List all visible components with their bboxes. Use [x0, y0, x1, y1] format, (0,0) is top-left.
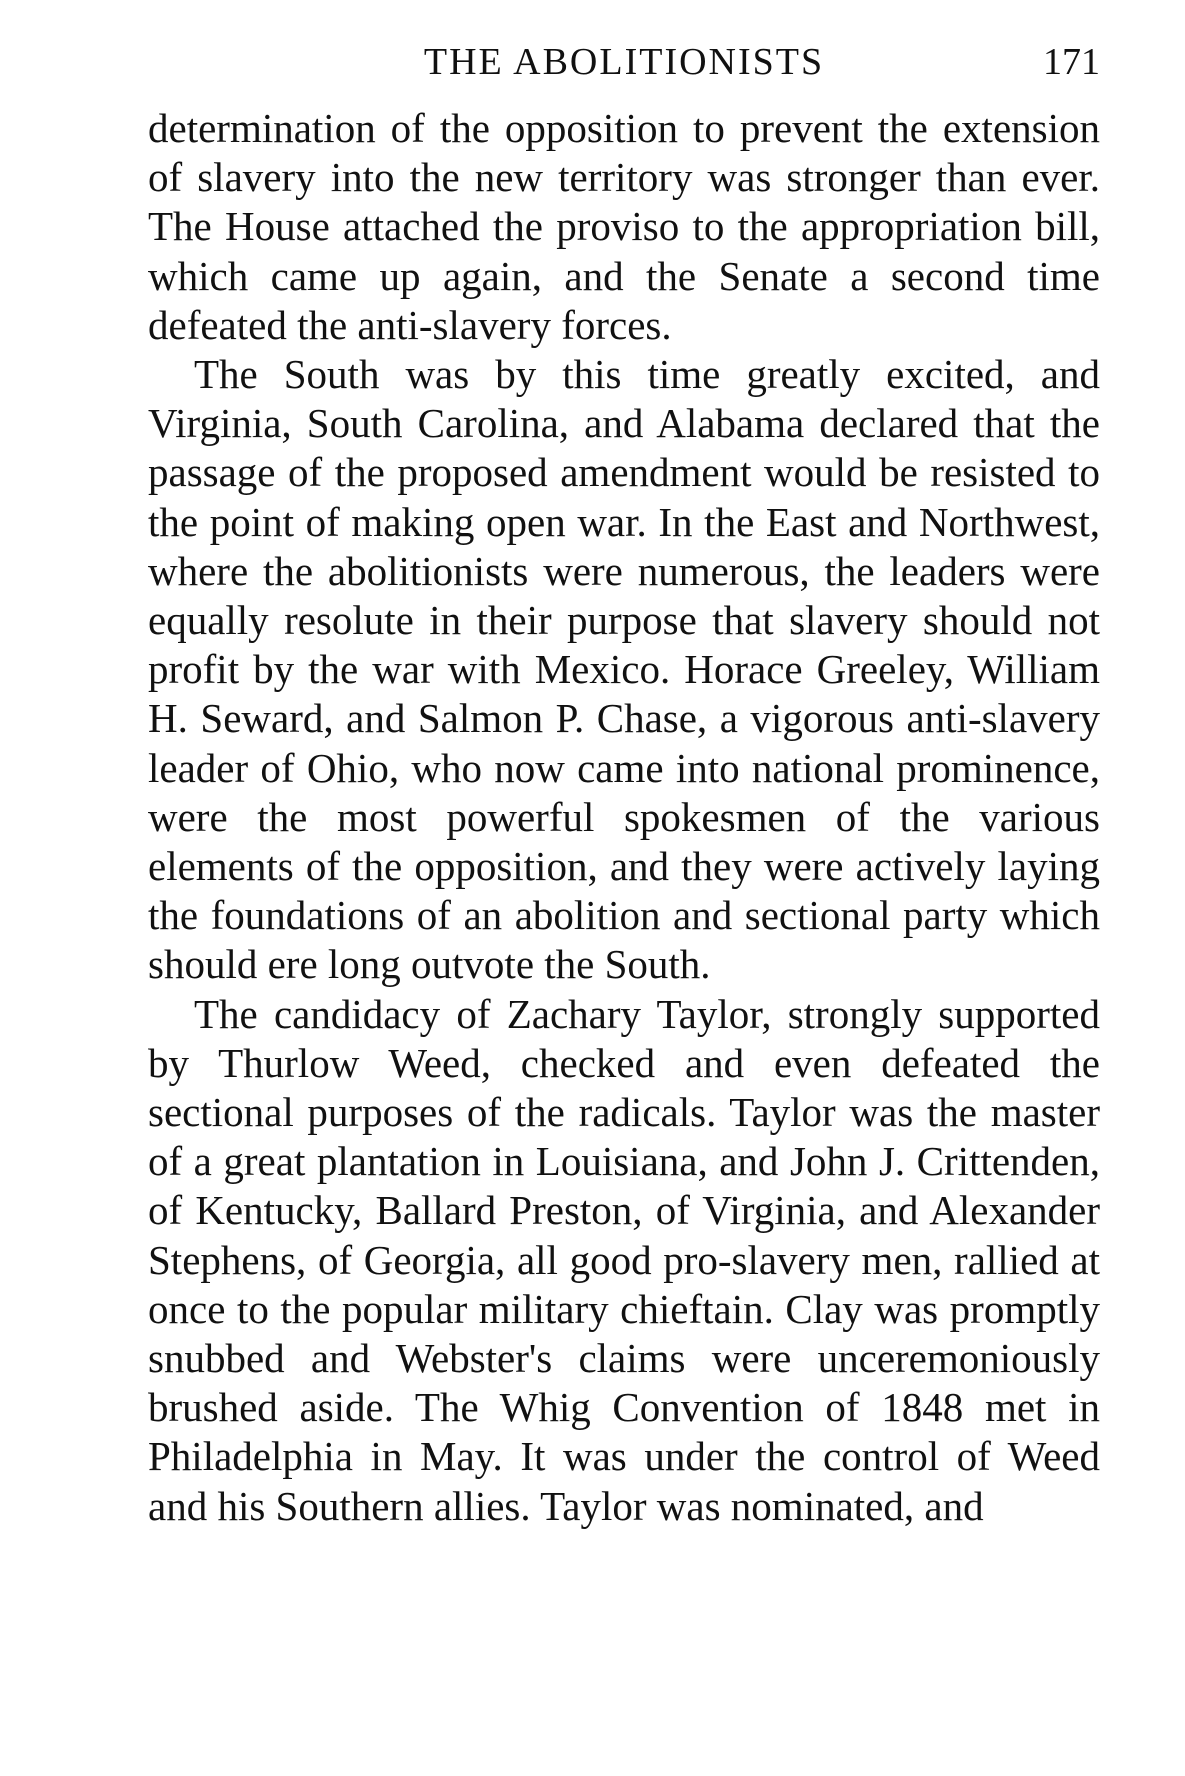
body-text — [148, 104, 1100, 1531]
paragraph-continuation: determination of the opposition to prevent the extension of slavery into the new territory was stronger than ever. The House attached the proviso to the appropriation bill, which came up again, and the Senate a second time defeated the anti-slavery forces. — [148, 105, 1100, 348]
paragraph-taylor-candidacy: The candidacy of Zachary Taylor, strongly supported by Thurlow Weed, checked and even defeated the sectional purposes of the radicals. Taylor was the master of a great plantation in Louisiana, and John J. Crittenden, of Kentucky, Ballard Preston, of Virginia, and Alexander Stephens, of Georgia, all good pro-slavery men, rallied at once to the popular military chieftain. Clay was promptly snubbed and Webster's claims were unceremoniously brushed aside. The Whig Convention of 1848 met in Philadelphia in May. It was under the control of Weed and his Southern allies. Taylor was nominated, and — [148, 990, 1100, 1529]
paragraph-south-excited: The South was by this time greatly excited, and Virginia, South Carolina, and Alabama declared that the passage of the proposed amendment would be resisted to the point of making open war. In the East and Northwest, where the abolitionists were numerous, the leaders were equally resolute in their purpose that slavery should not profit by the war with Mexico. Horace Greeley, William H. Seward, and Salmon P. Chase, a vigorous anti-slavery leader of Ohio, who now came into national prominence, were the most powerful spokesmen of the various elements of the opposition, and they were actively laying the foundations of an abolition and sectional party which should ere long outvote the South. — [148, 351, 1100, 988]
running-head — [148, 30, 1100, 94]
running-title: THE ABOLITIONISTS — [423, 41, 825, 83]
page-number: 171 — [1043, 41, 1100, 83]
